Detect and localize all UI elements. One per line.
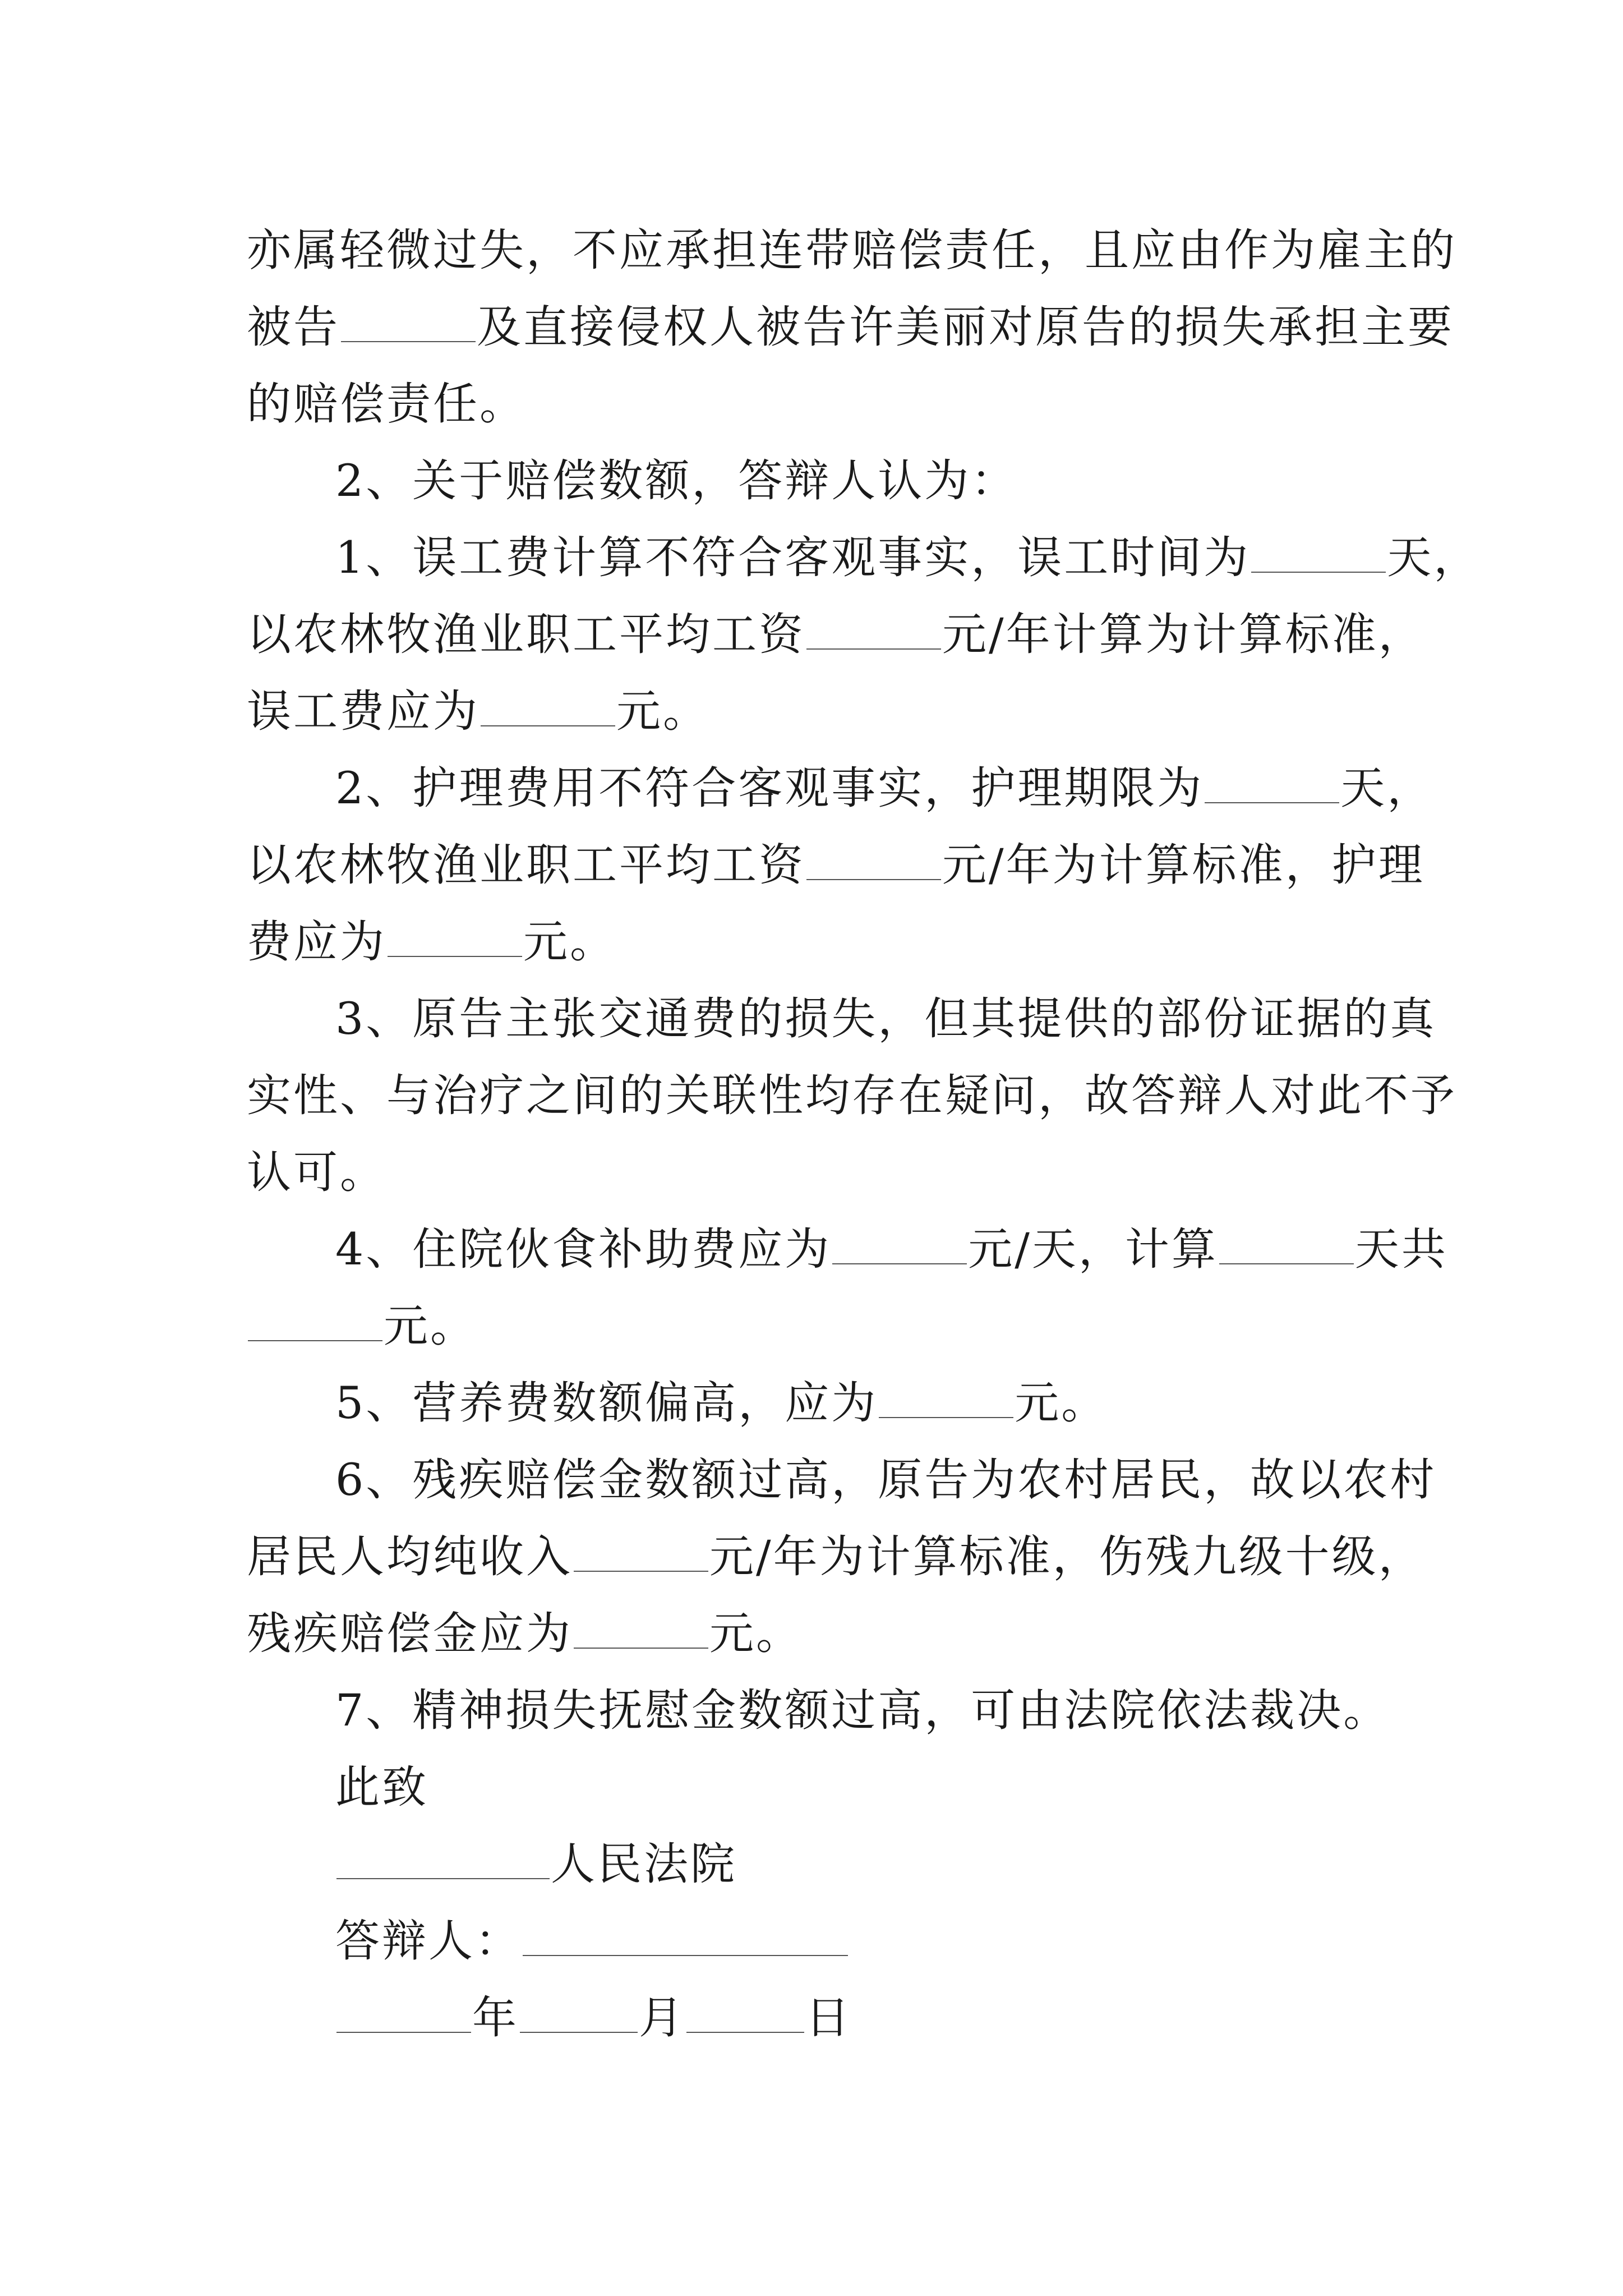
document-body [247, 212, 1481, 2056]
fill-in-blank [248, 1298, 382, 1341]
text-line: 元。 [247, 1288, 1391, 1365]
closing-salutation: 此致 [335, 1761, 428, 1813]
paragraph-compensation-heading: 2、关于赔偿数额，答辩人认为： [335, 455, 1018, 507]
fill-in-blank [1219, 1221, 1354, 1264]
fill-in-blank [341, 299, 476, 342]
fill-in-blank [336, 1836, 550, 1879]
text-line: 的赔偿责任。 [247, 378, 526, 430]
fill-in-blank [806, 837, 941, 880]
text-line: 被告 及直接侵权人被告许美丽对原告的损失承担主要 [247, 289, 1391, 366]
text-line: 残疾赔偿金应为 元。 [247, 1595, 1391, 1672]
paragraph-nutrition-fee: 5、营养费数额偏高，应为 元。 [247, 1365, 1391, 1442]
fill-in-blank [879, 1375, 1013, 1418]
date-line: 年 月 日 [247, 1980, 1391, 2056]
paragraph-mental-damages: 7、精神损失抚慰金数额过高，可由法院依法裁决。 [335, 1685, 1390, 1736]
signature-blank [523, 1913, 848, 1956]
text-line: 亦属轻微过失，不应承担连带赔偿责任，且应由作为雇主的 [247, 224, 1457, 276]
text-line: 1、误工费计算不符合客观事实，误工时间为 天， [247, 519, 1391, 596]
paragraph-lost-wages [247, 519, 1481, 750]
fill-in-blank [806, 606, 941, 650]
fill-in-blank [574, 1605, 708, 1649]
text-line: 2、护理费用不符合客观事实，护理期限为 天， [247, 750, 1391, 827]
paragraph-liability [247, 212, 1457, 443]
text-line: 3、原告主张交通费的损失，但其提供的部份证据的真 [335, 993, 1437, 1045]
paragraph-nursing-fee [247, 750, 1434, 981]
text-line: 以农林牧渔业职工平均工资 元/年为计算标准，护理 [247, 827, 1391, 904]
paragraph-transport-fee [247, 981, 1457, 1211]
text-line: 居民人均纯收入 元/年为计算标准，伤残九级十级， [247, 1519, 1391, 1595]
text-line: 认可。 [247, 1147, 386, 1198]
text-line: 以农林牧渔业职工平均工资 元/年计算为计算标准， [247, 596, 1391, 673]
fill-in-blank [481, 683, 615, 726]
day-blank [686, 1990, 804, 2033]
text-line: 误工费应为 元。 [247, 673, 1391, 750]
month-blank [520, 1990, 638, 2033]
text-line: 4、住院伙食补助费应为 元/天，计算 天共 [247, 1211, 1391, 1288]
fill-in-blank [574, 1529, 708, 1572]
fill-in-blank [1205, 760, 1339, 803]
paragraph-meal-subsidy [247, 1211, 1448, 1365]
paragraph-disability-compensation [247, 1442, 1437, 1672]
year-blank [336, 1990, 471, 2033]
text-line: 实性、与治疗之间的关联性均存在疑问，故答辩人对此不予 [247, 1070, 1457, 1121]
fill-in-blank [388, 914, 522, 957]
text-line: 6、残疾赔偿金数额过高，原告为农村居民，故以农村 [335, 1454, 1437, 1506]
court-addressee: 人民法院 [247, 1826, 1391, 1903]
text-line: 费应为 元。 [247, 904, 1391, 981]
respondent-signature: 答辩人： [247, 1903, 1391, 1980]
fill-in-blank [1251, 530, 1386, 573]
fill-in-blank [832, 1221, 967, 1264]
